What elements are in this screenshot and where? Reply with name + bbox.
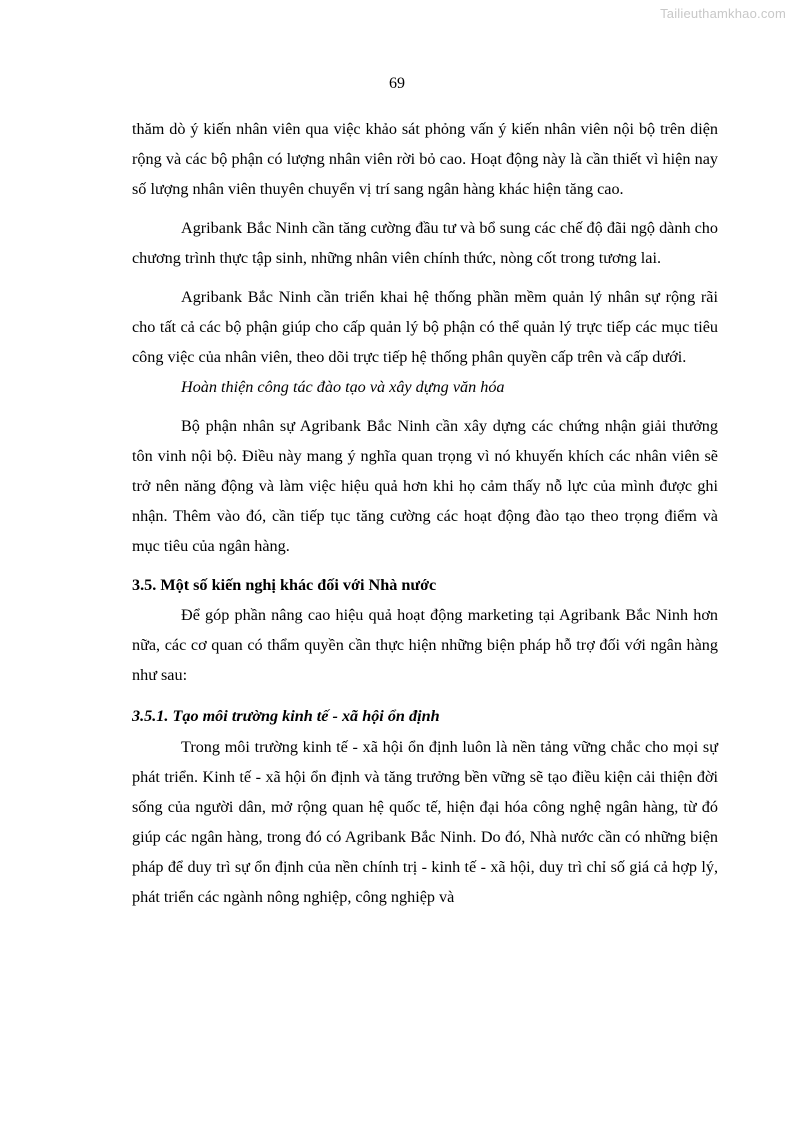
paragraph-recognition: Bộ phận nhân sự Agribank Bắc Ninh cần xây dựng các chứng nhận giải thưởng tôn vinh nội bộ. Điều này mang ý nghĩa quan trọng vì nó khuyến khích các nhân viên sẽ trở nên năng động và làm việc hiệu quả hơn khi họ cảm thấy nỗ lực của mình được ghi nhận. Thêm vào đó, cần tiếp tục tăng cường các hoạt động đào tạo theo trọng điểm và mục tiêu của ngân hàng. [132,417,718,555]
watermark: Tailieuthamkhao.com [660,6,786,21]
document-body [132,114,718,912]
section-heading: 3.5. Một số kiến nghị khác đối với Nhà nước [132,576,437,594]
page-number: 69 [389,75,405,92]
paragraph-section-intro: Để góp phần nâng cao hiệu quả hoạt động marketing tại Agribank Bắc Ninh hơn nữa, các cơ quan có thẩm quyền cần thực hiện những biện pháp hỗ trợ đối với ngân hàng như sau: [132,606,718,684]
paragraph-incentives: Agribank Bắc Ninh cần tăng cường đầu tư và bổ sung các chế độ đãi ngộ dành cho chương trình thực tập sinh, những nhân viên chính thức, nòng cốt trong tương lai. [132,219,718,267]
paragraph-continuation: thăm dò ý kiến nhân viên qua việc khảo sát phỏng vấn ý kiến nhân viên nội bộ trên diện rộng và các bộ phận có lượng nhân viên rời bỏ cao. Hoạt động này là cần thiết vì hiện nay số lượng nhân viên thuyên chuyển vị trí sang ngân hàng khác hiện tăng cao. [132,120,718,198]
paragraph-hr-software: Agribank Bắc Ninh cần triển khai hệ thống phần mềm quản lý nhân sự rộng rãi cho tất cả các bộ phận giúp cho cấp quản lý bộ phận có thể quản lý trực tiếp các mục tiêu công việc của nhân viên, theo dõi trực tiếp hệ thống phân quyền cấp trên và cấp dưới. [132,288,718,366]
italic-subheading: Hoàn thiện công tác đào tạo và xây dựng văn hóa [181,378,505,396]
subsection-heading: 3.5.1. Tạo môi trường kinh tế - xã hội ổn định [132,707,440,725]
paragraph-stable-environment: Trong môi trường kinh tế - xã hội ổn định luôn là nền tảng vững chắc cho mọi sự phát triển. Kinh tế - xã hội ổn định và tăng trưởng bền vững sẽ tạo điều kiện cải thiện đời sống của người dân, mở rộng quan hệ quốc tế, hiện đại hóa công nghệ ngân hàng, từ đó giúp các ngân hàng, trong đó có Agribank Bắc Ninh. Do đó, Nhà nước cần có những biện pháp để duy trì sự ổn định của nền chính trị - kinh tế - xã hội, duy trì chỉ số giá cả hợp lý, phát triển các ngành nông nghiệp, công nghiệp và [132,738,718,906]
